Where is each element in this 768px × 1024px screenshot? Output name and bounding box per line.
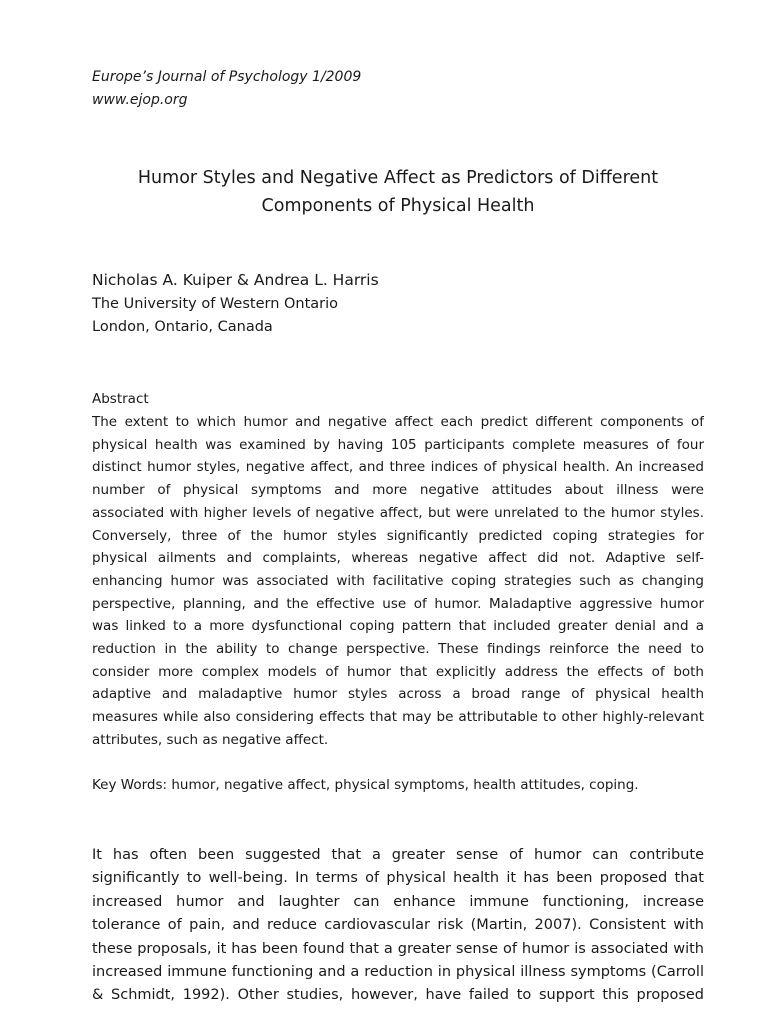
body-line: increased immune functioning and a reduction in physical illness symptoms (Carroll <box>92 964 704 981</box>
affiliation <box>92 293 338 339</box>
abstract-line: The extent to which humor and negative affect each predict different components of <box>92 414 704 430</box>
abstract-line: Conversely, three of the humor styles significantly predicted coping strategies for <box>92 527 704 544</box>
abstract-line: was linked to a more dysfunctional coping pattern that included greater denial and a <box>92 618 704 635</box>
keywords: Key Words: humor, negative affect, physical symptoms, health attitudes, coping. <box>92 777 639 793</box>
body-line: It has often been suggested that a greater sense of humor can contribute <box>92 847 704 863</box>
title-line: Components of Physical Health <box>261 196 535 216</box>
abstract-line: associated with higher levels of negative affect, but were unrelated to the humor styles. <box>92 504 704 521</box>
abstract-line: distinct humor styles, negative affect, and three indices of physical health. An increased <box>92 459 704 476</box>
body-line: significantly to well-being. In terms of physical health it has been proposed that <box>92 870 704 887</box>
journal-url: www.ejop.org <box>92 92 188 108</box>
abstract-line: consider more complex models of humor that explicitly address the effects of both <box>92 663 704 680</box>
abstract-line: number of physical symptoms and more negative attitudes about illness were <box>92 482 704 499</box>
affiliation-university: The University of Western Ontario <box>92 296 339 312</box>
body-line: these proposals, it has been found that a greater sense of humor is associated with <box>92 940 704 957</box>
abstract-line: reduction in the ability to change perspective. These findings reinforce the need to <box>92 641 704 658</box>
journal-name: Europe’s Journal of Psychology 1/2009 <box>92 69 362 85</box>
abstract-line: enhancing humor was associated with facilitative coping strategies such as changing <box>92 572 704 589</box>
abstract-line: adaptive and maladaptive humor styles across a broad range of physical health <box>92 686 704 703</box>
abstract-line: physical health was examined by having 105 participants complete measures of four <box>92 436 704 453</box>
abstract-body <box>92 411 704 752</box>
affiliation-location: London, Ontario, Canada <box>92 319 273 335</box>
abstract-heading: Abstract <box>92 391 149 407</box>
abstract-line: perspective, planning, and the effective use of humor. Maladaptive aggressive humor <box>92 595 704 612</box>
journal-header <box>92 66 361 112</box>
body-line: & Schmidt, 1992). Other studies, however, have failed to support this proposed <box>92 987 704 1004</box>
abstract-line: physical ailments and complaints, whereas negative affect did not. Adaptive self- <box>92 550 704 567</box>
intro-paragraph <box>92 844 704 1008</box>
title-line: Humor Styles and Negative Affect as Predictors of Different <box>137 168 659 188</box>
body-line: tolerance of pain, and reduce cardiovascular risk (Martin, 2007). Consistent with <box>92 917 704 934</box>
body-line: increased humor and laughter can enhance immune functioning, increase <box>92 893 704 910</box>
author-list: Nicholas A. Kuiper & Andrea L. Harris <box>92 271 379 289</box>
paper-title <box>92 164 704 220</box>
abstract-line: attributes, such as negative affect. <box>92 731 329 748</box>
abstract-line: measures while also considering effects that may be attributable to other highly-relevant <box>92 709 704 726</box>
